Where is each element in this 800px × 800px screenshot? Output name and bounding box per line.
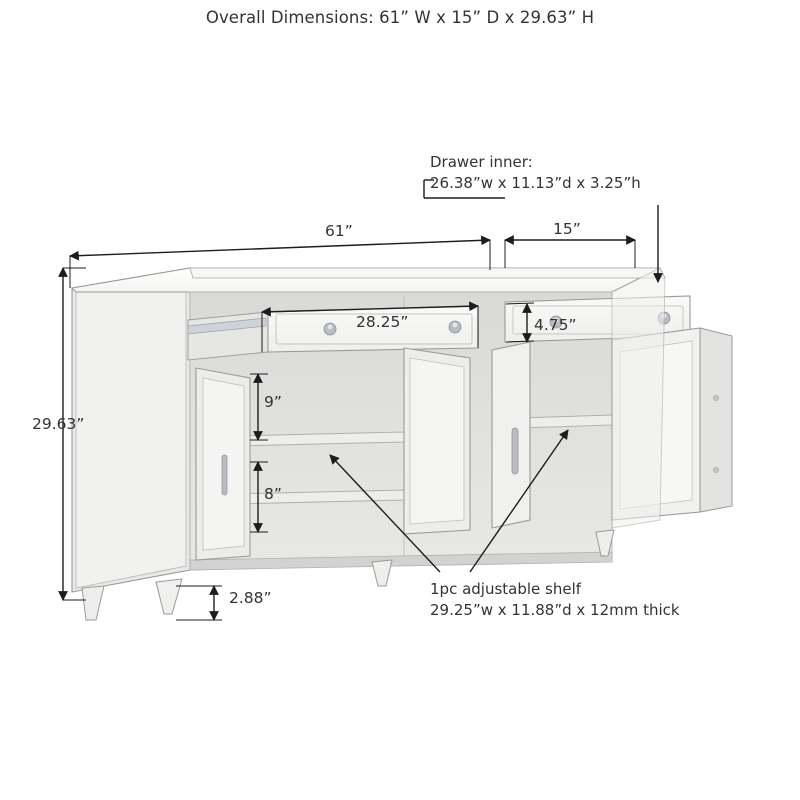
door-left-inner[interactable]: [404, 348, 470, 534]
label-shelf-line1: 1pc adjustable shelf: [430, 580, 582, 598]
label-width-61: 61”: [325, 222, 353, 240]
label-overall-height: 29.63”: [32, 415, 85, 433]
label-shelf-gap-8: 8”: [264, 485, 282, 503]
label-drawer-inner-line2: 26.38”w x 11.13”d x 3.25”h: [430, 174, 641, 192]
cabinet-left-side: [72, 268, 190, 592]
label-drawer-width: 28.25”: [356, 313, 409, 331]
label-depth-15: 15”: [553, 220, 581, 238]
door-left-outer[interactable]: [196, 368, 250, 560]
cabinet-right-front: [612, 268, 665, 528]
label-shelf-line2: 29.25”w x 11.88”d x 12mm thick: [430, 601, 680, 619]
label-drawer-height: 4.75”: [534, 316, 577, 334]
door-right-back[interactable]: [700, 328, 732, 512]
door-center-right[interactable]: [492, 342, 530, 528]
page-title: Overall Dimensions: 61” W x 15” D x 29.63” H: [205, 8, 595, 27]
label-drawer-inner-line1: Drawer inner:: [430, 153, 533, 171]
label-leg-height: 2.88”: [229, 589, 272, 607]
label-shelf-gap-9: 9”: [264, 393, 282, 411]
